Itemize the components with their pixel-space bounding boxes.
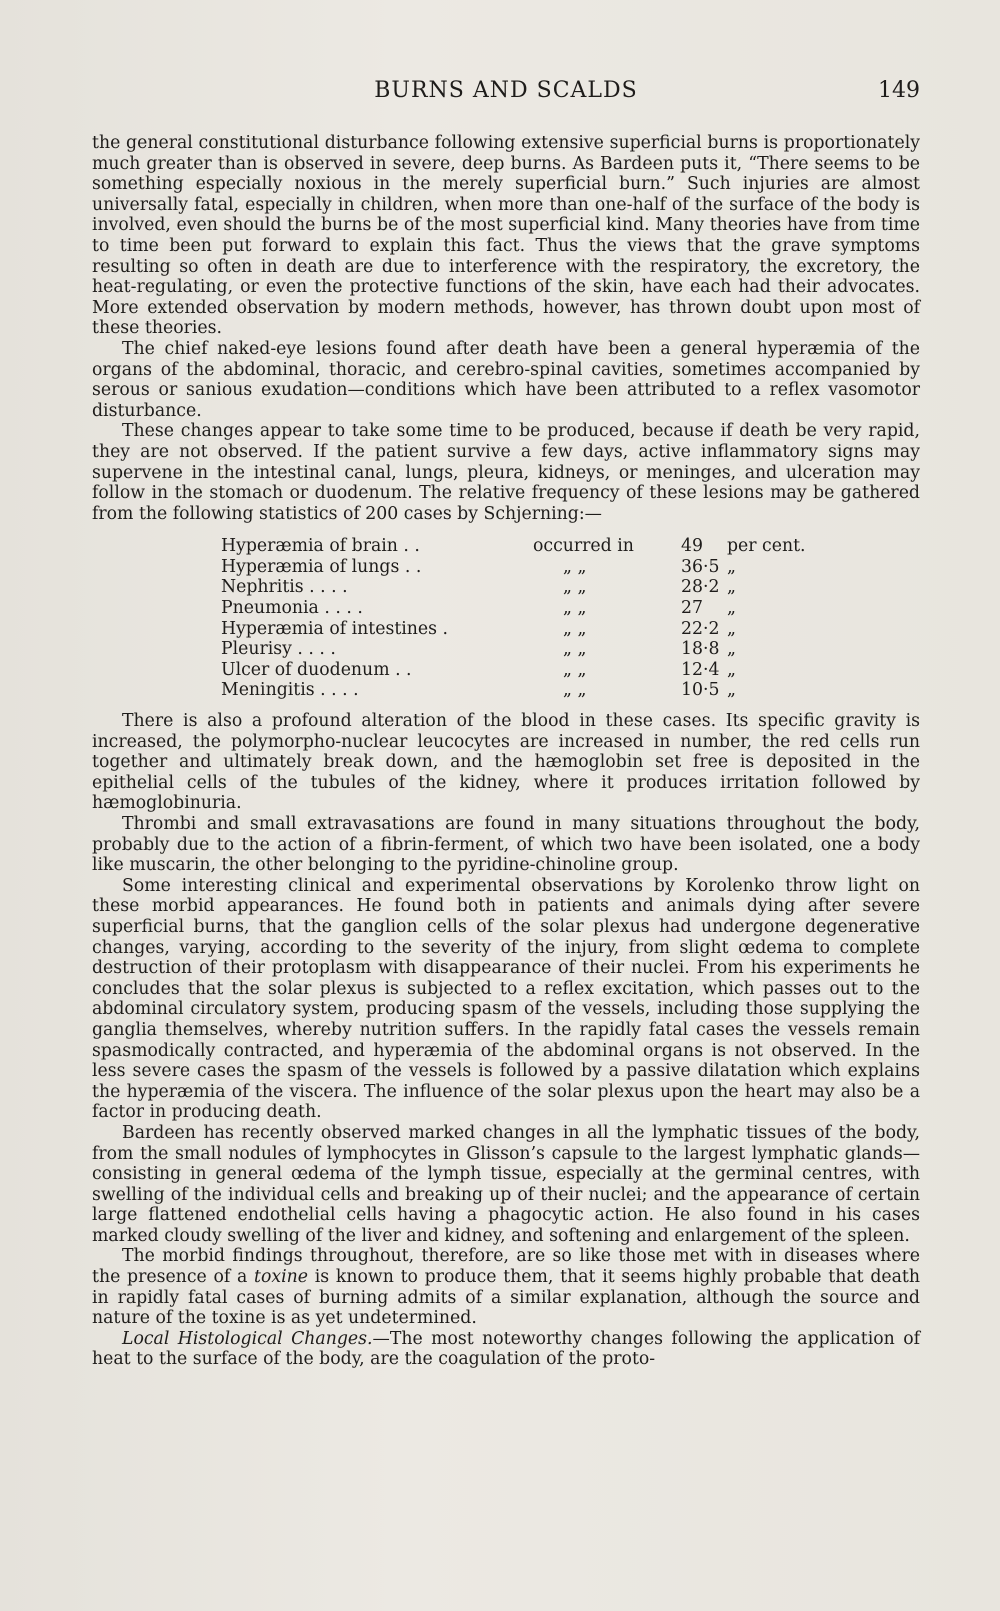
paragraph: The chief naked-eye lesions found after death have been a general hyperæmia of the organs of the abdominal, thoracic, and cerebro-spinal cavities, sometimes accompanied by serous or sanious exudation—conditions which have been attributed to a reflex vasomotor disturbance. xyxy=(92,338,920,421)
occurred-cell: „ „ xyxy=(563,618,587,639)
italic-term: toxine xyxy=(254,1267,309,1288)
value-cell: 12·4 xyxy=(681,659,720,680)
table-row xyxy=(221,619,806,640)
table-row xyxy=(221,680,806,701)
paragraph xyxy=(92,1246,920,1328)
unit-cell: „ xyxy=(727,639,736,660)
body-text xyxy=(92,133,920,1370)
paragraph: Bardeen has recently observed marked changes in all the lymphatic tissues of the body, from the small nodules of lymphocytes in Glisson’s capsule to the largest lymphatic glands—consisting in general œdema of the lymph tissue, especially at the germinal centres, with swelling of the individual cells and breaking up of their nuclei; and the appearance of certain large flattened endothelial cells having a phagocytic action. He also found in his cases marked cloudy swelling of the liver and kidney, and softening and enlargement of the spleen. xyxy=(92,1122,920,1246)
unit-cell: „ xyxy=(727,577,736,598)
occurred-cell: occurred in xyxy=(533,536,634,557)
value-cell: 22·2 xyxy=(681,618,720,639)
section-heading: Local Histological Changes. xyxy=(122,1328,373,1349)
value-cell: 18·8 xyxy=(681,639,720,660)
paragraph: Some interesting clinical and experimental observations by Korolenko throw light on these morbid appearances. He found both in patients and animals dying after severe superficial burns, that the ganglion cells of the solar plexus had undergone degenerative changes, varying, according to the severity of the injury, from slight œdema to complete destruction of their protoplasm with disappearance of their nuclei. From his experiments he concludes that the solar plexus is subjected to a reflex excitation, which passes out to the abdominal circulatory system, producing spasm of the vessels, including those supplying the ganglia themselves, whereby nutrition suffers. In the rapidly fatal cases the vessels remain spasmodically contracted, and hyperæmia of the abdominal organs is not observed. In the less severe cases the spasm of the vessels is followed by a passive dilatation which explains the hyperæmia of the viscera. The influence of the solar plexus upon the heart may also be a factor in producing death. xyxy=(92,875,920,1123)
value-cell: 36·5 xyxy=(681,556,720,577)
paragraph: Thrombi and small extravasations are found in many situations throughout the body, probably due to the action of a fibrin-ferment, of which two have been isolated, one a body like muscarin, the other belonging to the pyridine-chinoline group. xyxy=(92,814,920,876)
text-run: The morbid findings throughout, therefore, are so like those met with in diseases where the presence of a xyxy=(92,1246,920,1288)
occurred-cell: „ „ xyxy=(563,639,587,660)
unit-cell: per cent. xyxy=(727,536,806,557)
value-cell: 10·5 xyxy=(681,680,720,701)
occurred-cell: „ „ xyxy=(563,577,587,598)
condition-cell: Pneumonia . . . . xyxy=(221,598,363,619)
condition-cell: Hyperæmia of intestines . xyxy=(221,618,449,639)
condition-cell: Hyperæmia of brain . . xyxy=(221,536,420,557)
table-row xyxy=(221,577,806,598)
condition-cell: Ulcer of duodenum . . xyxy=(221,659,412,680)
paragraph: There is also a profound alteration of the blood in these cases. Its specific gravity is increased, the polymorpho-nuclear leucocytes are increased in number, the red cells run together and ultimately break down, and the hæmoglobin set free is deposited in the epithelial cells of the tubules of the kidney, where it produces irritation followed by hæmoglobinuria. xyxy=(92,711,920,814)
statistics-table xyxy=(221,536,806,701)
condition-cell: Pleurisy . . . . xyxy=(221,639,336,660)
occurred-cell: „ „ xyxy=(563,680,587,701)
table-row xyxy=(221,639,806,660)
value-cell: 28·2 xyxy=(681,577,720,598)
table-row xyxy=(221,536,806,557)
text-run: is known to produce them, that it seems highly probable that death in rapidly fatal cases of burning admits of a similar explanation, although the source and nature of the toxine is as yet undetermined. xyxy=(92,1267,920,1329)
value-cell: 27 xyxy=(681,598,703,619)
occurred-cell: „ „ xyxy=(563,556,587,577)
table-row xyxy=(221,598,806,619)
running-title: BURNS AND SCALDS xyxy=(374,78,638,103)
condition-cell: Hyperæmia of lungs . . xyxy=(221,556,422,577)
unit-cell: „ xyxy=(727,598,736,619)
table-row xyxy=(221,557,806,578)
paragraph: These changes appear to take some time to be produced, because if death be very rapid, they are not observed. If the patient survive a few days, active inflammatory signs may supervene in the intestinal canal, lungs, pleura, kidneys, or meninges, and ulceration may follow in the stomach or duodenum. The relative frequency of these lesions may be gathered from the following statistics of 200 cases by Schjerning:— xyxy=(92,421,920,524)
unit-cell: „ xyxy=(727,618,736,639)
text-run: —The most noteworthy changes following the application of heat to the surface of the body, are the coagulation of the proto- xyxy=(92,1328,921,1370)
occurred-cell: „ „ xyxy=(563,598,587,619)
condition-cell: Meningitis . . . . xyxy=(221,680,359,701)
paragraph: the general constitutional disturbance following extensive superficial burns is proportionately much greater than is observed in severe, deep burns. As Bardeen puts it, “There seems to be something especially noxious in the merely superficial burn.” Such injuries are almost universally fatal, especially in children, when more than one-half of the surface of the body is involved, even should the burns be of the most superficial kind. Many theories have from time to time been put forward to explain this fact. Thus the views that the grave symptoms resulting so often in death are due to interference with the respiratory, the excretory, the heat-regulating, or even the protective functions of the skin, have each had their advocates. More extended observation by modern methods, however, has thrown doubt upon most of these theories. xyxy=(92,133,920,339)
occurred-cell: „ „ xyxy=(563,659,587,680)
table-row xyxy=(221,660,806,681)
condition-cell: Nephritis . . . . xyxy=(221,577,348,598)
unit-cell: „ xyxy=(727,680,736,701)
page-number: 149 xyxy=(878,78,920,103)
unit-cell: „ xyxy=(727,659,736,680)
value-cell: 49 xyxy=(681,536,703,557)
paragraph xyxy=(92,1329,920,1370)
page-header xyxy=(92,78,920,108)
unit-cell: „ xyxy=(727,556,736,577)
